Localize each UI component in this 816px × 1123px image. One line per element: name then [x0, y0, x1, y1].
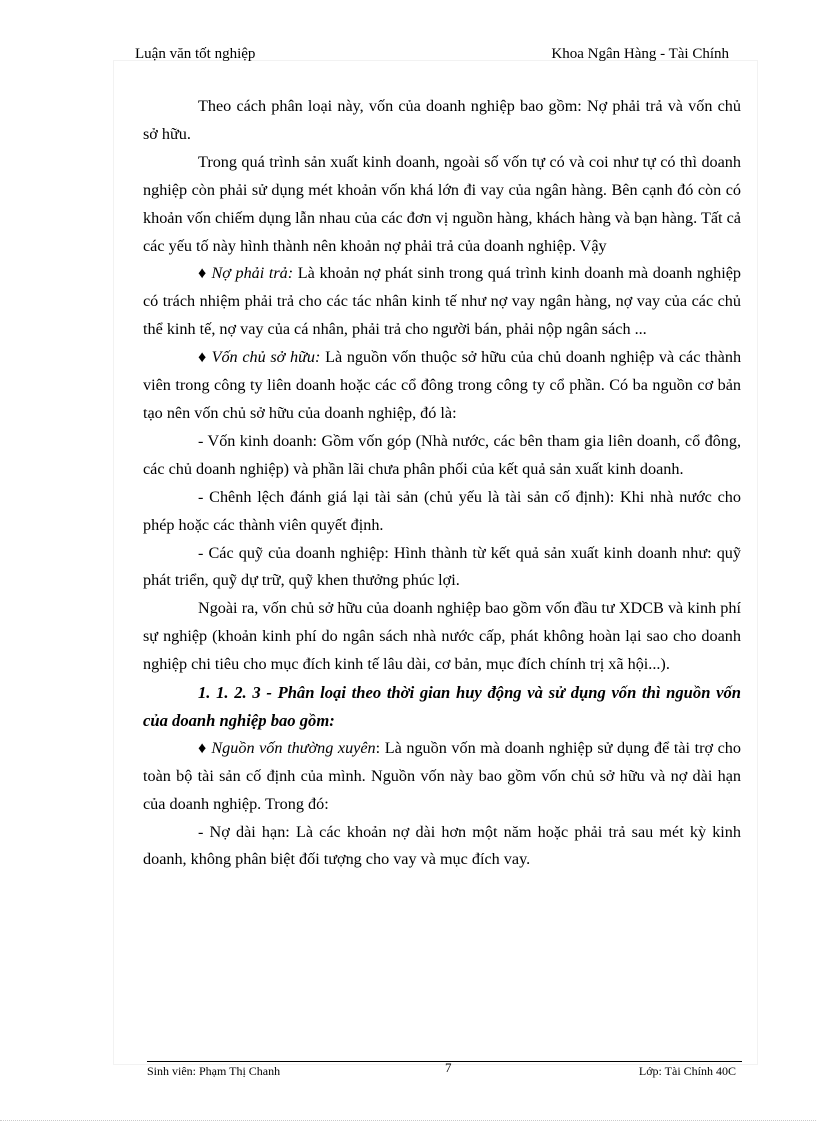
document-body — [143, 93, 741, 874]
diamond-bullet-icon: ♦ — [198, 348, 207, 367]
paragraph-7: - Các quỹ của doanh nghiệp: Hình thành từ kết quả sản xuất kinh doanh như: quỹ phát triển, quỹ dự trữ, quỹ khen thưởng phúc lợi. — [143, 543, 741, 590]
footer-class-name: Lớp: Tài Chính 40C — [638, 1064, 736, 1078]
header-right-text: Khoa Ngân Hàng - Tài Chính — [551, 46, 729, 62]
paragraph-5: - Vốn kinh doanh: Gồm vốn góp (Nhà nước, các bên tham gia liên doanh, cổ đông, các chủ doanh nghiệp) và phần lãi chưa phân phối của kết quả sản xuất kinh doanh. — [143, 431, 741, 478]
paragraph-9 — [143, 735, 741, 819]
term-nguon-von-thuong-xuyen: Nguồn vốn thường xuyên — [211, 738, 376, 757]
diamond-bullet-icon: ♦ — [198, 264, 207, 283]
paragraph-10: - Nợ dài hạn: Là các khoản nợ dài hơn một năm hoặc phải trả sau mét kỳ kinh doanh, không phân biệt đối tượng cho vay và mục đích vay. — [143, 822, 741, 869]
paragraph-3-text: Là khoản nợ phát sinh trong quá trình kinh doanh mà doanh nghiệp có trách nhiệm phải trả cho các tác nhân kinh tế như nợ vay ngân hàng, nợ vay của các chủ thể kinh tế, nợ vay của cá nhân, phải trả cho người bán, phải nộp ngân sách ... — [143, 264, 742, 339]
page-bottom-edge — [0, 1120, 816, 1121]
term-no-phai-tra: Nợ phải trả: — [211, 264, 294, 283]
paragraph-8: Ngoài ra, vốn chủ sở hữu của doanh nghiệp bao gồm vốn đầu tư XDCB và kinh phí sự nghiệp (khoản kinh phí do ngân sách nhà nước cấp, phát không hoàn lại sao cho doanh nghiệp chi tiêu cho mục đích kinh tế lâu dài, cơ bản, mục đích chính trị xã hội...). — [143, 599, 741, 674]
section-heading: 1. 1. 2. 3 - Phân loại theo thời gian huy động và sử dụng vốn thì nguồn vốn của doanh nghiệp bao gồm: — [143, 683, 741, 730]
page-header — [135, 46, 731, 68]
paragraph-4 — [143, 344, 741, 428]
paragraph-2: Trong quá trình sản xuất kinh doanh, ngoài số vốn tự có và coi như tự có thì doanh nghiệp còn phải sử dụng mét khoản vốn khá lớn đi vay của ngân hàng. Bên cạnh đó còn có khoản vốn chiếm dụng lẫn nhau của các đơn vị nguồn hàng, khách hàng và bạn hàng. Tất cả các yếu tố này hình thành nên khoản nợ phải trả của doanh nghiệp. Vậy — [143, 152, 741, 255]
paragraph-4-text: Là nguồn vốn thuộc sở hữu của chủ doanh nghiệp và các thành viên trong công ty liên doanh hoặc các cổ đông trong công ty cổ phần. Có ba nguồn cơ bản tạo nên vốn chủ sở hữu của doanh nghiệp, đó là: — [143, 348, 742, 422]
term-von-chu-so-huu: Vốn chủ sở hữu: — [211, 348, 321, 367]
paragraph-3 — [143, 260, 741, 344]
paragraph-1: Theo cách phân loại này, vốn của doanh nghiệp bao gồm: Nợ phải trả và vốn chủ sở hữu. — [143, 97, 741, 143]
footer-student-name: Sinh viên: Phạm Thị Chanh — [147, 1064, 281, 1078]
diamond-bullet-icon: ♦ — [198, 738, 207, 757]
paragraph-9-text: : Là nguồn vốn mà doanh nghiệp sử dụng để tài trợ cho toàn bộ tài sản cố định của mình. Nguồn vốn này bao gồm vốn chủ sở hữu và nợ dài hạn của doanh nghiệp. Trong đó: — [143, 738, 741, 813]
page-number: 7 — [445, 1060, 452, 1075]
paragraph-6: - Chênh lệch đánh giá lại tài sản (chủ yếu là tài sản cố định): Khi nhà nước cho phép hoặc các thành viên quyết định. — [143, 487, 741, 534]
header-left-text: Luận văn tốt nghiệp — [135, 46, 256, 62]
page-footer — [147, 1060, 742, 1082]
